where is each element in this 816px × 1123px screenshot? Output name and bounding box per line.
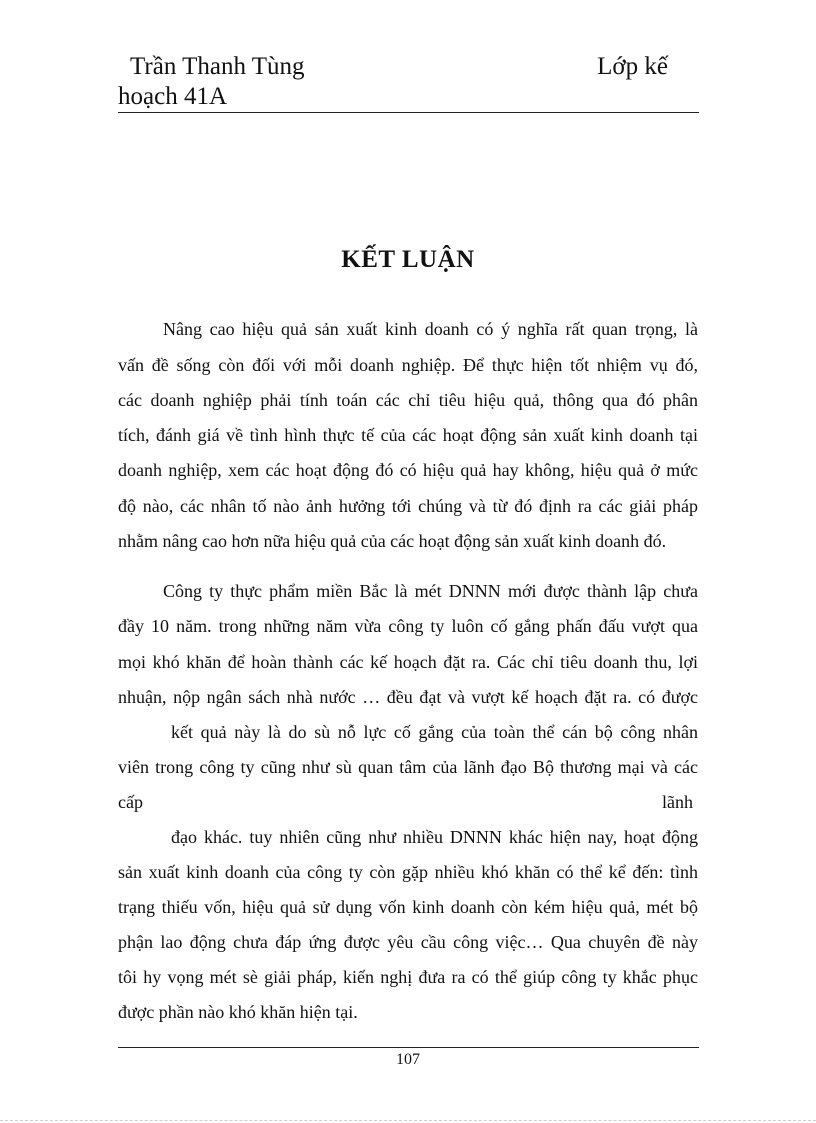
body-line: sản xuất kinh doanh của công ty còn gặp nhiều khó khăn có thể kể đến: tình [118,862,698,882]
page-bottom-edge [0,1120,816,1121]
body-line: kết quả này là do sù nỗ lực cố gắng của toàn thể cán bộ công nhân [171,722,698,742]
body-line: nhuận, nộp ngân sách nhà nước … đều đạt và vượt kế hoạch đặt ra. có được [118,687,698,707]
header-class-part2: hoạch 41A [118,83,227,110]
page-number: 107 [396,1051,420,1068]
body-line: vấn đề sống còn đối với mỗi doanh nghiệp. Để thực hiện tốt nhiệm vụ đó, [118,355,698,375]
body-line: phận lao động chưa đáp ứng được yêu cầu công việc… Qua chuyên đề này [118,932,698,952]
body-line: Nâng cao hiệu quả sản xuất kinh doanh có ý nghĩa rất quan trọng, là [163,319,698,339]
body-line: đạo khác. tuy nhiên cũng như nhiều DNNN khác hiện nay, hoạt động [171,827,698,847]
body-line: tôi hy vọng mét sè giải pháp, kiến nghị đưa ra có thể giúp công ty khắc phục [118,967,698,987]
body-line: doanh nghiệp, xem các hoạt động đó có hiệu quả hay không, hiệu quả ở mức [118,460,698,480]
page-header [118,50,699,113]
header-class-part1: Lớp kế [597,53,668,80]
body-line: trạng thiếu vốn, hiệu quả sử dụng vốn kinh doanh còn kém hiệu quả, mét bộ [118,897,698,917]
body-line: đầy 10 năm. trong những năm vừa công ty luôn cố gắng phấn đấu vượt qua [118,616,698,636]
body-line: các doanh nghiệp phải tính toán các chỉ tiêu hiệu quả, thông qua đó phân [118,390,698,410]
body-line: nhằm nâng cao hơn nữa hiệu quả của các hoạt động sản xuất kinh doanh đó. [118,531,667,551]
body-line: độ nào, các nhân tố nào ảnh hưởng tới chúng và từ đó định ra các giải pháp [118,496,698,516]
body-line: Công ty thực phẩm miền Bắc là mét DNNN mới được thành lập chưa [163,581,698,601]
body-line: tích, đánh giá về tình hình thực tế của các hoạt động sản xuất kinh doanh tại [118,425,698,445]
section-title: KẾT LUẬN [341,246,475,273]
body-line: cấp [118,792,143,812]
body-line: mọi khó khăn để hoàn thành các kế hoạch đặt ra. Các chỉ tiêu doanh thu, lợi [118,652,698,672]
body-line: viên trong công ty cũng như sù quan tâm của lãnh đạo Bộ thương mại và các [118,757,698,777]
header-author: Trần Thanh Tùng [130,53,305,80]
footer-divider [118,1047,699,1048]
body-line: lãnh [662,792,693,812]
body-line: được phần nào khó khăn hiện tại. [118,1002,358,1022]
